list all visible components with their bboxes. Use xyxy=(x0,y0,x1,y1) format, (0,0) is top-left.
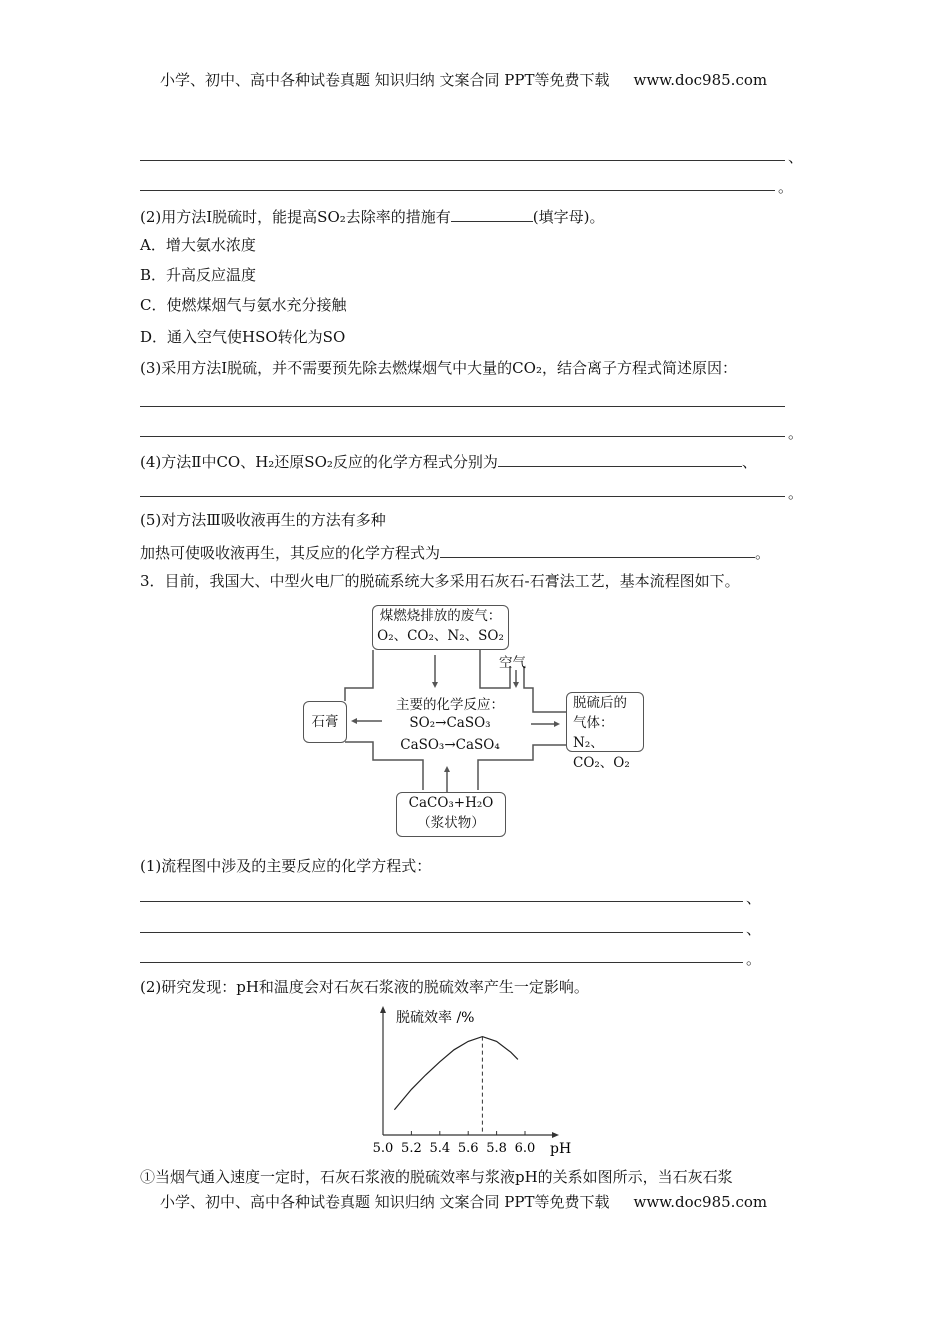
footer-url: www.doc985.com xyxy=(633,1193,768,1211)
x-axis-arrow xyxy=(552,1132,559,1138)
x-tick-label: 5.0 xyxy=(372,1141,394,1156)
box-text: CO₂、O₂ xyxy=(573,755,630,771)
air-label: 空气 xyxy=(499,655,526,671)
page-footer xyxy=(160,1191,767,1212)
question-3-2: (2)研究发现：pH和温度会对石灰石浆液的脱硫效率产生一定影响。 xyxy=(140,978,589,996)
question-3-2-1: ①当烟气通入速度一定时，石灰石浆液的脱硫效率与浆液pH的关系如图所示，当石灰石浆 xyxy=(140,1168,733,1186)
reaction-1: SO₂→CaSO₃ xyxy=(409,715,491,731)
punct: 、 xyxy=(741,453,757,471)
x-axis-label: pH xyxy=(550,1141,572,1157)
punct: 、 xyxy=(788,148,804,166)
punct: 、 xyxy=(746,889,762,907)
header-text: 小学、初中、高中各种试卷真题 知识归纳 文案合同 PPT等免费下载 xyxy=(160,71,610,89)
y-axis-label: 脱硫效率 /% xyxy=(396,1010,475,1026)
q-text: (4)方法Ⅱ中CO、H₂还原SO₂反应的化学方程式分别为 xyxy=(140,453,498,471)
question-2-5: (5)对方法Ⅲ吸收液再生的方法有多种 xyxy=(140,511,386,529)
box-text: （浆状物） xyxy=(417,815,485,831)
box-text: 脱硫后的 xyxy=(573,695,627,711)
punct: 。 xyxy=(788,424,804,442)
q-text: (填字母)。 xyxy=(532,208,605,226)
question-3-1: (1)流程图中涉及的主要反应的化学方程式： xyxy=(140,857,432,875)
footer-text: 小学、初中、高中各种试卷真题 知识归纳 文案合同 PPT等免费下载 xyxy=(160,1193,610,1211)
option-c: C．使燃煤烟气与氨水充分接触 xyxy=(140,296,347,314)
x-tick-label: 6.0 xyxy=(514,1141,536,1156)
y-axis-arrow xyxy=(380,1006,386,1013)
box-text: CaCO₃+H₂O xyxy=(408,795,494,811)
x-tick-label: 5.2 xyxy=(401,1141,422,1156)
gypsum-box: 石膏 xyxy=(303,701,347,743)
header-url: www.doc985.com xyxy=(633,71,768,89)
q-text: 加热可使吸收液再生，其反应的化学方程式为 xyxy=(140,544,441,562)
option-a: A．增大氨水浓度 xyxy=(140,236,256,254)
x-tick-label: 5.8 xyxy=(486,1141,507,1156)
reaction-2: CaSO₃→CaSO₄ xyxy=(400,737,500,753)
q-text: (2)用方法Ⅰ脱硫时，能提高SO₂去除率的措施有 xyxy=(140,208,451,226)
punct: 。 xyxy=(788,484,804,502)
option-d: D．通入空气使HSO转化为SO xyxy=(140,328,346,346)
question-2-3: (3)采用方法Ⅰ脱硫，并不需要预先除去燃煤烟气中大量的CO₂，结合离子方程式简述原因： xyxy=(140,359,737,377)
x-tick-label: 5.6 xyxy=(457,1141,479,1156)
box-text: 煤燃烧排放的废气： xyxy=(379,608,502,624)
reaction-title: 主要的化学反应： xyxy=(396,697,504,713)
box-text: O₂、CO₂、N₂、SO₂ xyxy=(377,628,504,644)
punct: 。 xyxy=(746,950,762,968)
punct: 。 xyxy=(778,178,794,196)
efficiency-curve xyxy=(394,1037,518,1110)
punct: 。 xyxy=(755,544,771,562)
question-3-intro: 3．目前，我国大、中型火电厂的脱硫系统大多采用石灰石-石膏法工艺，基本流程图如下。 xyxy=(140,572,740,590)
option-b: B．升高反应温度 xyxy=(140,266,257,284)
punct: 、 xyxy=(746,920,762,938)
x-tick-label: 5.4 xyxy=(429,1141,451,1156)
box-text: 气体：N₂、 xyxy=(573,715,614,751)
